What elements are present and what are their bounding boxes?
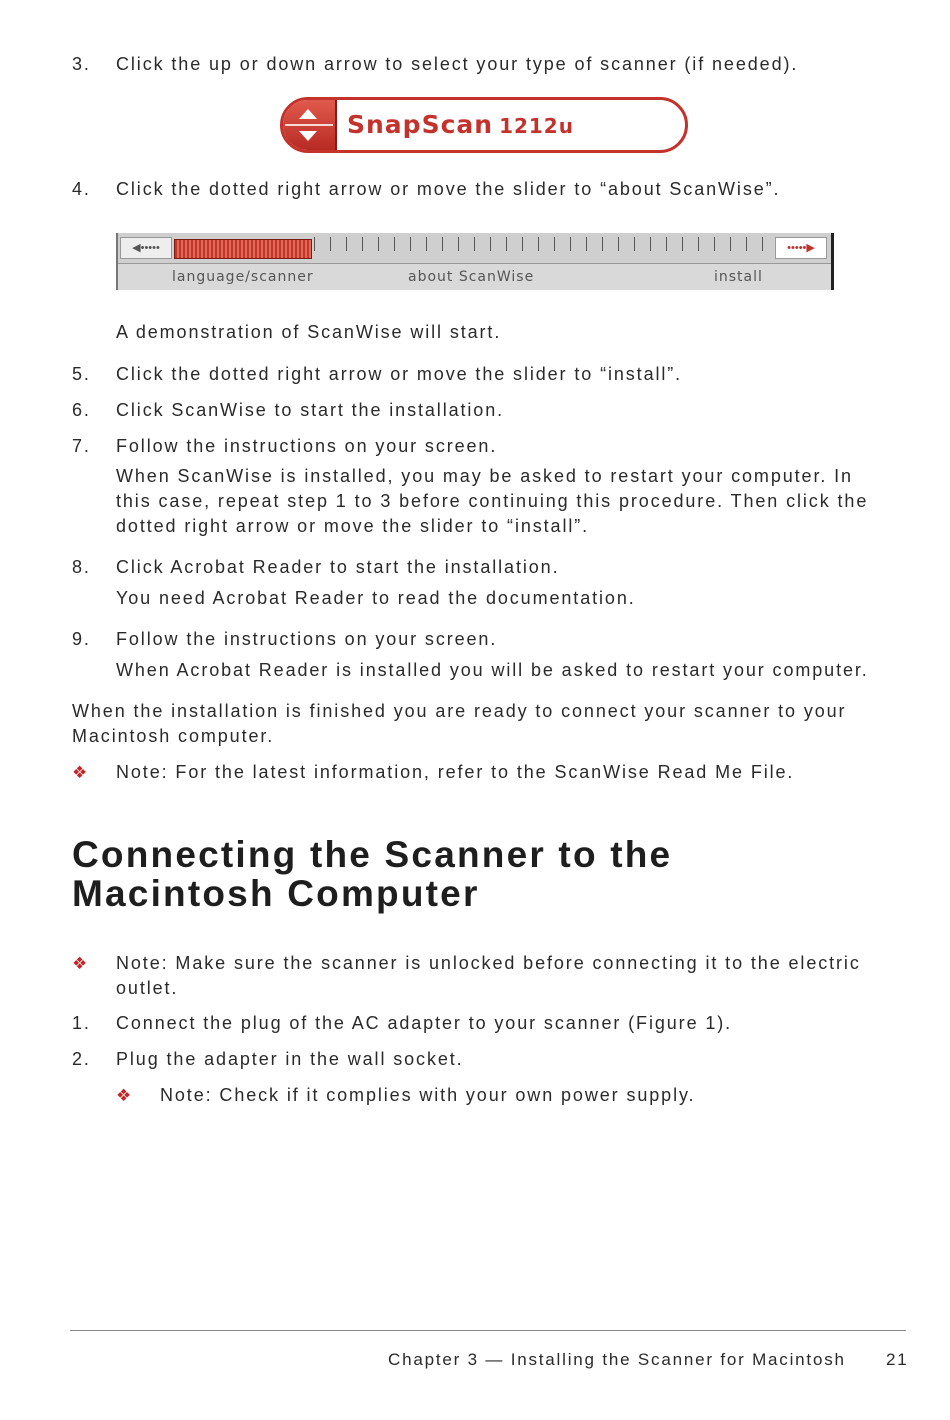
scanner-model-label: SnapScan 1212u [347, 110, 574, 139]
slider-labels [118, 265, 831, 290]
footer-chapter: Chapter 3 — Installing the Scanner for Macintosh [388, 1350, 846, 1369]
note-unlock-line-2: outlet. [116, 978, 179, 998]
diamond-bullet-icon: ❖ [72, 954, 90, 973]
slider-thumb[interactable] [174, 239, 312, 259]
arrow-down-icon[interactable] [299, 131, 317, 141]
step-7-detail-line-1: When ScanWise is installed, you may be asked to restart your computer. In [116, 466, 853, 486]
finish-paragraph-line-2: Macintosh computer. [72, 726, 275, 746]
navigation-slider[interactable] [116, 233, 834, 290]
step-7-detail-line-3: dotted right arrow or move the slider to “install”. [116, 516, 590, 536]
slider-label-language[interactable]: language/scanner [172, 269, 314, 285]
page-number: 21 [886, 1350, 909, 1369]
demo-note: A demonstration of ScanWise will start. [116, 322, 502, 342]
section-heading: Connecting the Scanner to the Macintosh Computer [72, 834, 673, 914]
step-7-detail-line-2: this case, repeat step 1 to 3 before continuing this procedure. Then click the [116, 491, 869, 511]
finish-paragraph-line-1: When the installation is finished you are ready to connect your scanner to your [72, 701, 847, 721]
slider-label-about[interactable]: about ScanWise [408, 269, 535, 285]
slider-track[interactable] [118, 233, 831, 264]
slider-label-install[interactable]: install [714, 269, 763, 285]
step-9-detail: When Acrobat Reader is installed you will be asked to restart your computer. [116, 660, 869, 680]
dotted-left-arrow-icon[interactable]: ◀••••• [120, 237, 172, 259]
footer-rule [70, 1330, 906, 1331]
scanner-arrows[interactable] [283, 100, 337, 150]
diamond-bullet-icon: ❖ [116, 1086, 134, 1105]
slider-ticks [314, 237, 773, 251]
step-8-detail: You need Acrobat Reader to read the documentation. [116, 588, 636, 608]
dotted-right-arrow-icon[interactable]: •••••▶ [775, 237, 827, 259]
diamond-bullet-icon: ❖ [72, 763, 90, 782]
arrow-up-icon[interactable] [299, 109, 317, 119]
scanner-selector[interactable] [280, 97, 688, 153]
